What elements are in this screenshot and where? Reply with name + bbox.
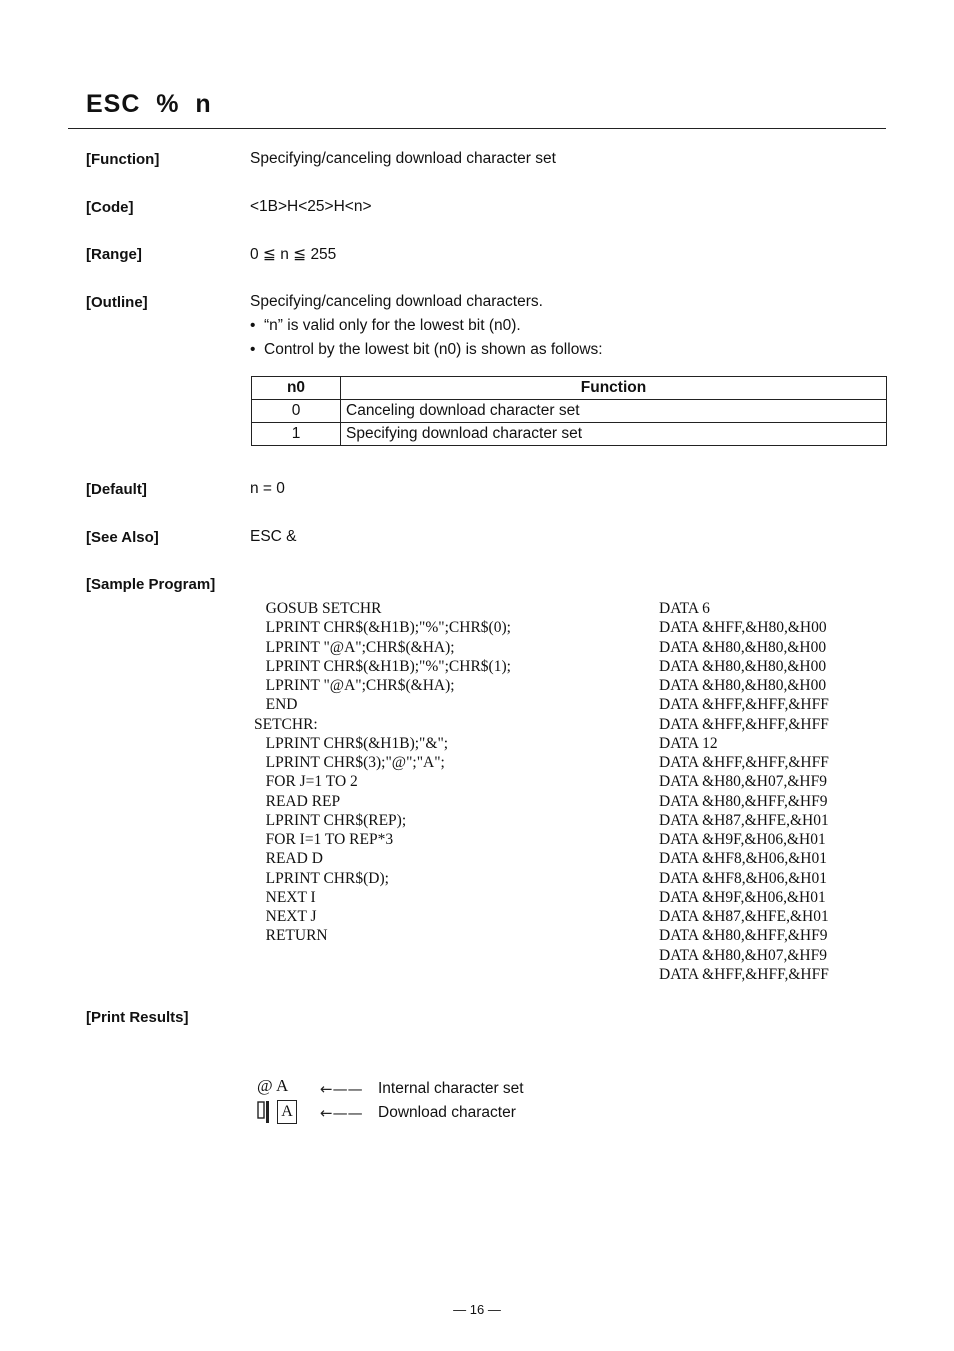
code-label: [Code]	[86, 199, 134, 216]
bullet-text: Control by the lowest bit (n0) is shown as follows:	[264, 341, 603, 358]
internal-char-caption: Internal character set	[378, 1080, 524, 1097]
table-cell-n0: 1	[252, 423, 341, 446]
code-line: DATA &HFF,&HFF,&HFF	[659, 696, 829, 714]
code-line: DATA &HFF,&H80,&H00	[659, 619, 827, 637]
bullet-marker: •	[250, 317, 256, 334]
code-line: DATA 12	[659, 734, 718, 752]
code-line: DATA &HFF,&HFF,&HFF	[659, 965, 829, 983]
outline-intro: Specifying/canceling download characters.	[250, 293, 543, 310]
download-glyph-icon	[257, 1100, 271, 1124]
code-line: DATA &H87,&HFE,&H01	[659, 908, 829, 925]
function-label: [Function]	[86, 151, 160, 168]
left-arrow-icon: ←——	[320, 1104, 363, 1122]
code-line: LPRINT "@A";CHR$(&HA);	[254, 677, 455, 694]
see-also-value: ESC &	[250, 528, 297, 545]
code-line: NEXT J	[254, 908, 317, 925]
n0-function-table	[251, 376, 887, 446]
code-line: LPRINT CHR$(&H1B);"%";CHR$(1);	[254, 657, 511, 675]
page-title: ESC % n	[86, 90, 212, 118]
code-line: DATA &HFF,&HFF,&HFF	[659, 754, 829, 771]
outline-label: [Outline]	[86, 294, 148, 311]
code-line: LPRINT CHR$(&H1B);"%";CHR$(0);	[254, 619, 511, 637]
code-line: DATA &HFF,&HFF,&HFF	[659, 715, 829, 733]
left-arrow-icon: ←——	[320, 1080, 363, 1098]
code-line: FOR J=1 TO 2	[254, 773, 358, 791]
default-label: [Default]	[86, 481, 147, 498]
code-line: DATA &HF8,&H06,&H01	[659, 850, 827, 868]
code-line: DATA &H80,&H80,&H00	[659, 677, 827, 694]
code-line: GOSUB SETCHR	[254, 600, 382, 617]
sample-code-left	[254, 599, 511, 946]
code-line: LPRINT CHR$(3);"@";"A";	[254, 754, 445, 771]
default-value: n = 0	[250, 480, 285, 497]
range-value: 0 ≦ n ≦ 255	[250, 246, 337, 263]
table-cell-function: Specifying download character set	[341, 423, 887, 446]
range-label: [Range]	[86, 246, 142, 263]
print-results-label: [Print Results]	[86, 1009, 189, 1026]
code-line: NEXT I	[254, 888, 316, 906]
code-line: END	[254, 696, 298, 714]
sample-code-right	[659, 599, 829, 984]
code-line: RETURN	[254, 927, 328, 945]
code-line: LPRINT "@A";CHR$(&HA);	[254, 638, 455, 656]
table-cell-function: Canceling download character set	[341, 400, 887, 423]
code-line: DATA &H80,&H80,&H00	[659, 657, 827, 675]
code-line: DATA &H80,&H07,&HF9	[659, 946, 827, 964]
table-header-n0: n0	[252, 377, 341, 400]
code-line: READ D	[254, 850, 323, 868]
code-value: <1B>H<25>H<n>	[250, 198, 372, 215]
function-value: Specifying/canceling download character set	[250, 150, 556, 167]
code-line: DATA &H9F,&H06,&H01	[659, 831, 826, 848]
code-line: LPRINT CHR$(REP);	[254, 811, 407, 829]
code-line: DATA &HF8,&H06,&H01	[659, 869, 827, 887]
table-cell-n0: 0	[252, 400, 341, 423]
code-line: READ REP	[254, 792, 341, 810]
code-line: DATA 6	[659, 600, 710, 617]
bullet-marker: •	[250, 341, 256, 358]
code-line: LPRINT CHR$(&H1B);"&";	[254, 734, 449, 752]
sample-program-label: [Sample Program]	[86, 576, 216, 593]
internal-char-sample: @ A	[257, 1076, 289, 1095]
bullet-text: “n” is valid only for the lowest bit (n0).	[264, 317, 521, 334]
title-rule	[68, 128, 886, 129]
code-line: DATA &H80,&H80,&H00	[659, 638, 827, 656]
download-char-caption: Download character	[378, 1104, 516, 1121]
outline-bullet	[250, 341, 603, 359]
table-header-row	[252, 377, 887, 400]
table-row	[252, 400, 887, 423]
code-line: DATA &H87,&HFE,&H01	[659, 811, 829, 829]
code-line: SETCHR:	[254, 715, 318, 733]
outline-bullet	[250, 317, 521, 335]
table-header-function: Function	[341, 377, 887, 400]
code-line: DATA &H9F,&H06,&H01	[659, 888, 826, 906]
code-line: LPRINT CHR$(D);	[254, 869, 389, 887]
code-line: DATA &H80,&HFF,&HF9	[659, 792, 828, 810]
table-row	[252, 423, 887, 446]
page-number: — 16 —	[453, 1302, 501, 1317]
code-line: FOR I=1 TO REP*3	[254, 831, 394, 848]
see-also-label: [See Also]	[86, 529, 159, 546]
code-line: DATA &H80,&H07,&HF9	[659, 773, 827, 791]
download-char-sample: A	[277, 1100, 297, 1124]
code-line: DATA &H80,&HFF,&HF9	[659, 927, 828, 945]
